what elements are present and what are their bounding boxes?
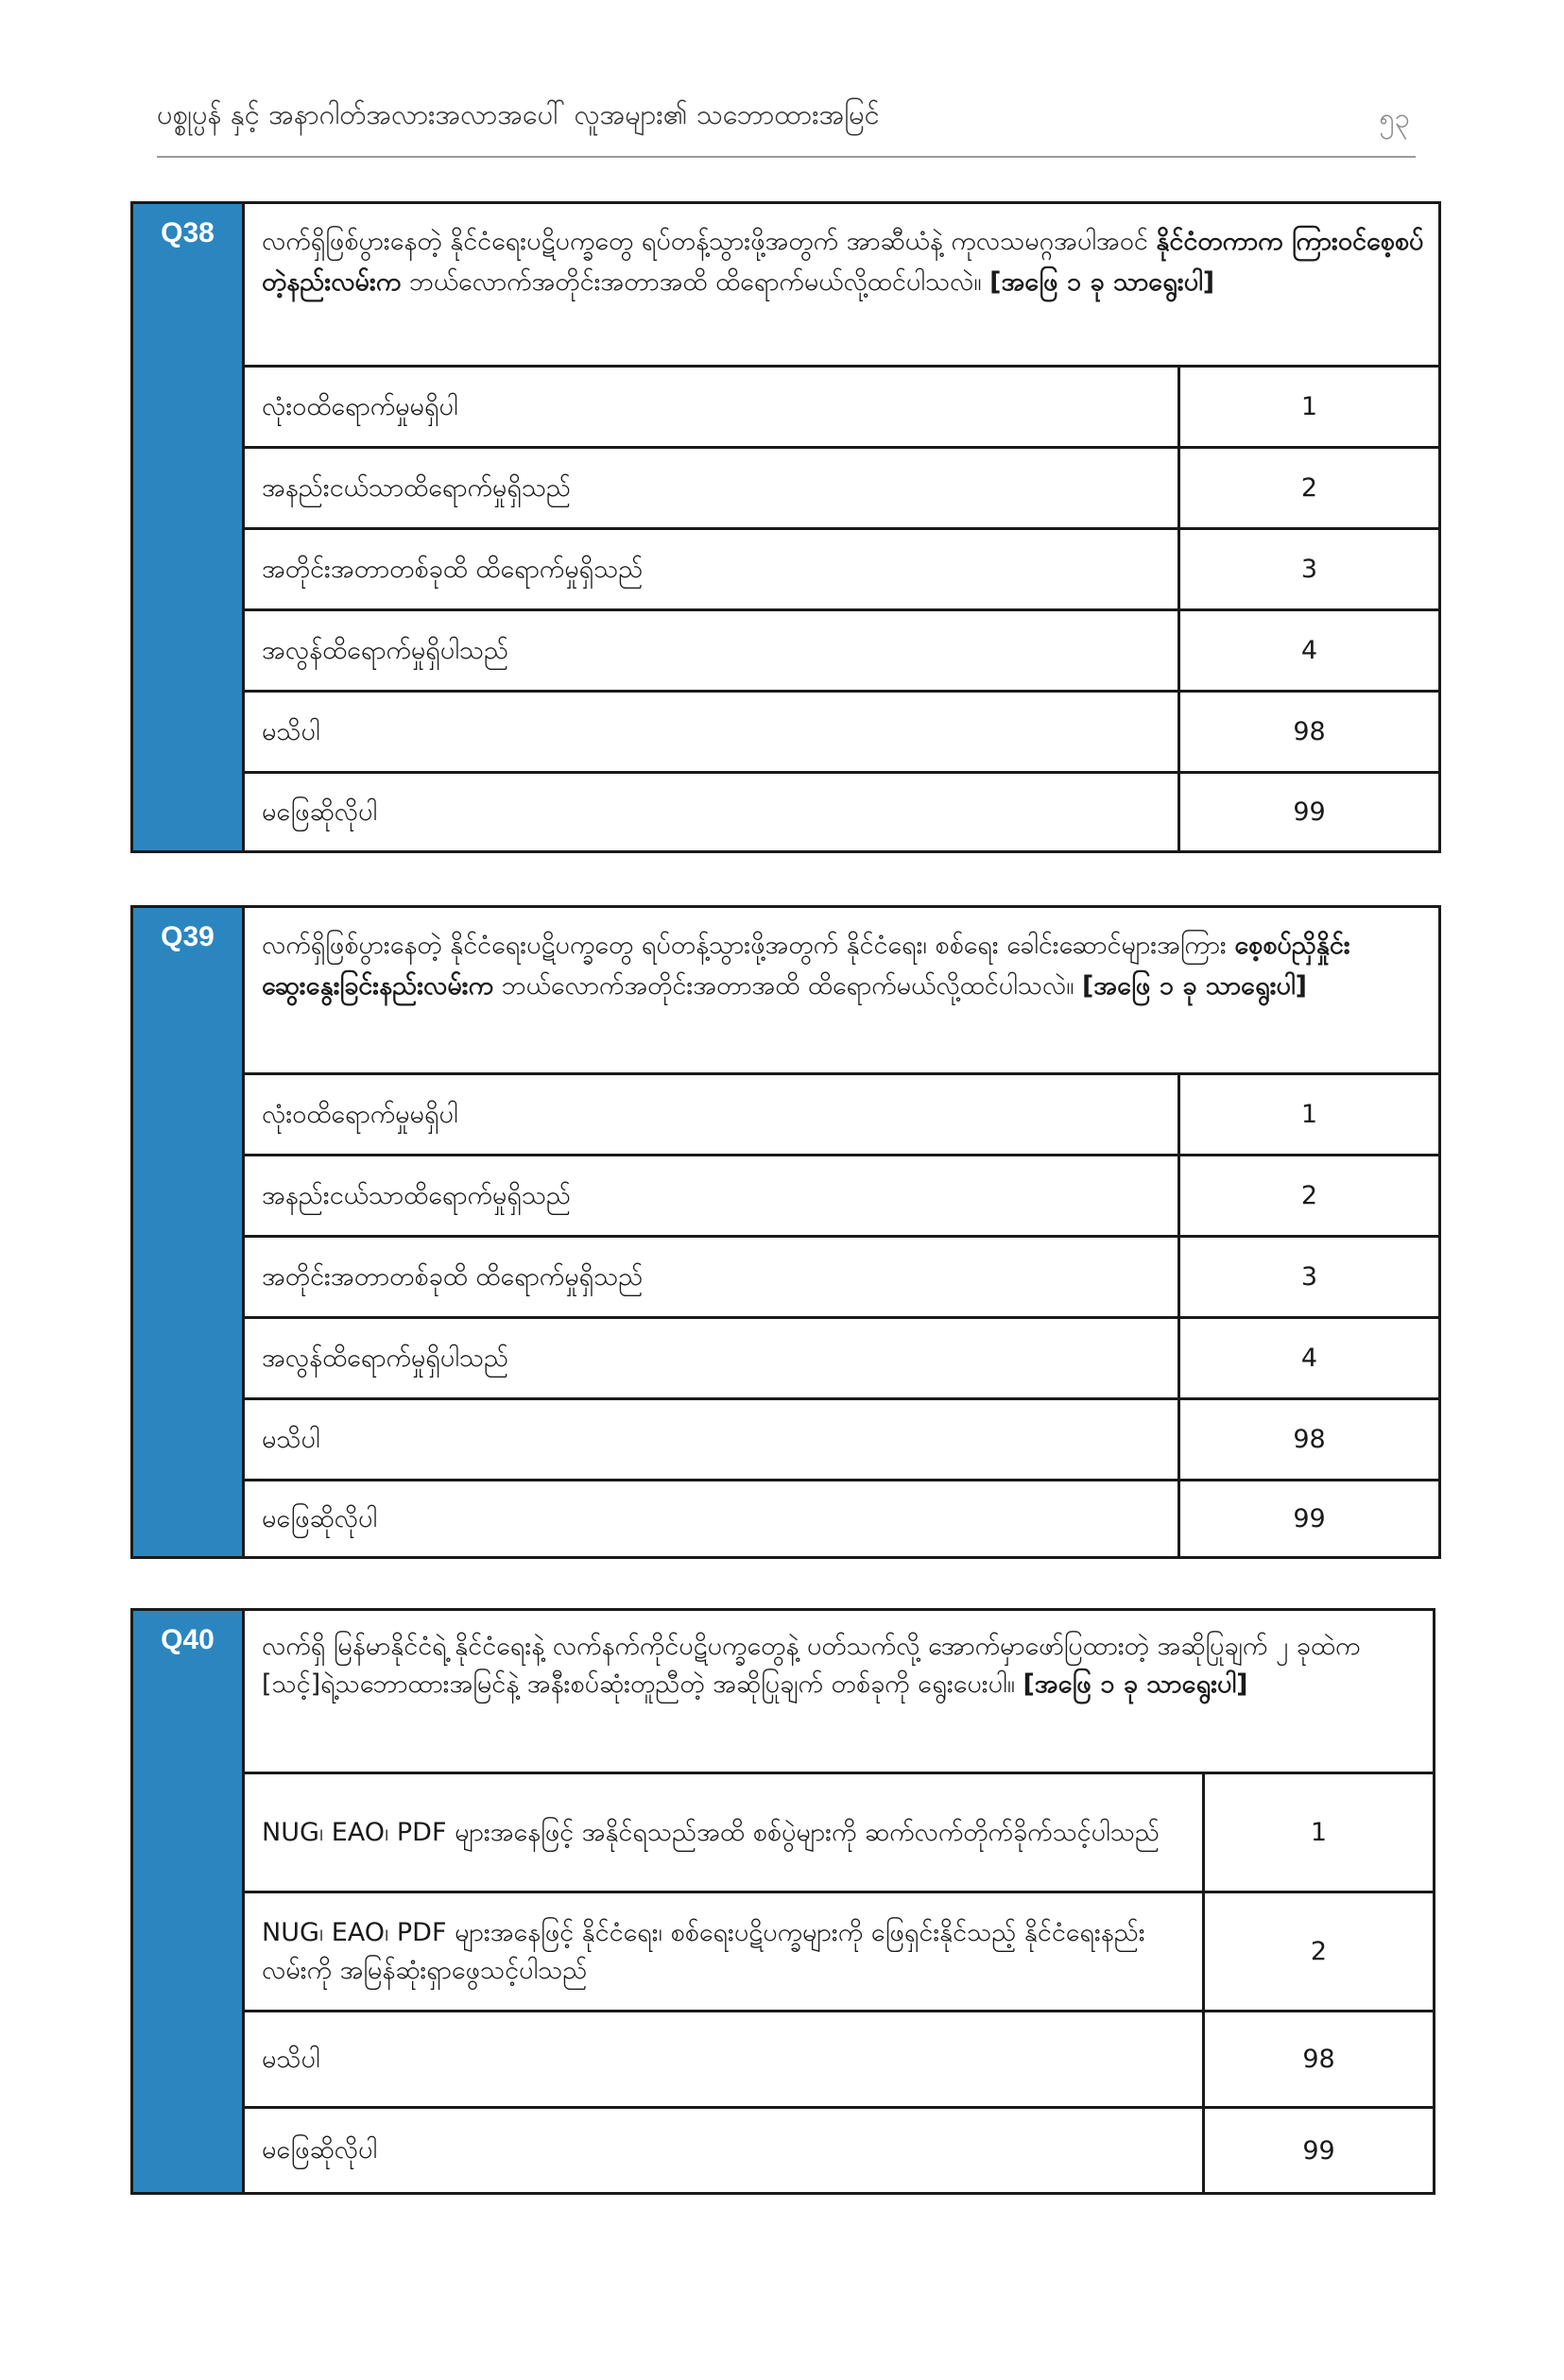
question-label-panel bbox=[133, 908, 245, 1556]
answer-option-code: 4 bbox=[1177, 1319, 1438, 1397]
answer-option-row[interactable] bbox=[245, 1772, 1433, 1891]
answer-option-row[interactable] bbox=[245, 1397, 1438, 1479]
answer-option-label: အနည်းငယ်သာထိရောက်မှုရှိသည် bbox=[262, 1180, 572, 1210]
answer-option-code: 2 bbox=[1177, 1156, 1438, 1235]
answer-option-code: 98 bbox=[1177, 693, 1438, 771]
answer-option-row[interactable] bbox=[245, 1072, 1438, 1154]
question-label-panel bbox=[133, 1611, 245, 2192]
question-content bbox=[245, 1611, 1433, 2192]
question-content bbox=[245, 204, 1438, 850]
answer-option-label: အလွန်ထိရောက်မှုရှိပါသည် bbox=[262, 1343, 509, 1373]
question-block-q40 bbox=[130, 1608, 1435, 2195]
answer-option-row[interactable] bbox=[245, 1154, 1438, 1235]
answer-option-row[interactable] bbox=[245, 1891, 1433, 2010]
question-instruction: [အဖြေ ၁ ခု သာရွေးပါ] bbox=[1081, 971, 1307, 1001]
answer-option-code: 99 bbox=[1202, 2109, 1433, 2192]
answer-option-code: 3 bbox=[1177, 530, 1438, 608]
answer-option-code: 99 bbox=[1177, 774, 1438, 850]
question-content bbox=[245, 908, 1438, 1556]
answer-option-code: 98 bbox=[1177, 1400, 1438, 1479]
answer-option-code: 4 bbox=[1177, 611, 1438, 690]
question-text-part: လက်ရှိဖြစ်ပွားနေတဲ့ နိုင်ငံရေးပဋိပက္ခတွေ ရပ်တန့်သွားဖို့အတွက် နိုင်ငံရေး၊ စစ်ရေး ခေါင်းဆောင်များအကြား bbox=[262, 931, 1235, 960]
answer-option-code: 99 bbox=[1177, 1481, 1438, 1556]
answer-option-label: မဖြေဆိုလိုပါ bbox=[262, 1503, 378, 1533]
question-id: Q38 bbox=[161, 217, 215, 248]
question-text-part: ဘယ်လောက်အတိုင်းအတာအထိ ထိရောက်မယ်လို့ထင်ပါသလဲ။ bbox=[493, 971, 1082, 1001]
question-text bbox=[245, 908, 1438, 1072]
answer-option-row[interactable] bbox=[245, 527, 1438, 608]
answer-option-row[interactable] bbox=[245, 365, 1438, 446]
answer-option-label: မဖြေဆိုလိုပါ bbox=[262, 796, 378, 827]
answer-option-label: အတိုင်းအတာတစ်ခုထိ ထိရောက်မှုရှိသည် bbox=[262, 1261, 644, 1292]
question-id: Q40 bbox=[161, 1624, 215, 1655]
page-number: ၅၃ bbox=[1379, 102, 1410, 134]
question-instruction: [အဖြေ ၁ ခု သာရွေးပါ] bbox=[1023, 1669, 1248, 1699]
question-text bbox=[245, 204, 1438, 365]
answer-option-code: 1 bbox=[1177, 368, 1438, 446]
answer-option-label: မသိပါ bbox=[262, 1424, 320, 1454]
header-title: ပစ္စုပ္ပန် နှင့် အနာဂါတ်အလားအလာအပေါ် လူအများ၏ သဘောထားအမြင် bbox=[157, 98, 880, 130]
answer-option-label: အလွန်ထိရောက်မှုရှိပါသည် bbox=[262, 635, 509, 665]
question-text-part: လက်ရှိဖြစ်ပွားနေတဲ့ နိုင်ငံရေးပဋိပက္ခတွေ ရပ်တန့်သွားဖို့အတွက် အာဆီယံနဲ့ ကုလသမဂ္ဂအပါအဝင် bbox=[262, 227, 1157, 256]
answer-option-label: မသိပါ bbox=[262, 2044, 320, 2074]
answer-option-label: လုံးဝထိရောက်မှုမရှိပါ bbox=[262, 1099, 458, 1129]
answer-option-label: NUG၊ EAO၊ PDF များအနေဖြင့် အနိုင်ရသည်အထိ စစ်ပွဲများကို ဆက်လက်တိုက်ခိုက်သင့်ပါသည် bbox=[262, 1817, 1160, 1847]
question-instruction: [အဖြေ ၁ ခု သာရွေးပါ] bbox=[989, 267, 1215, 297]
answer-option-code: 1 bbox=[1177, 1075, 1438, 1154]
answer-option-row[interactable] bbox=[245, 2106, 1433, 2192]
question-text bbox=[245, 1611, 1433, 1772]
question-text-part: ဘယ်လောက်အတိုင်းအတာအထိ ထိရောက်မယ်လို့ထင်ပါသလဲ။ bbox=[401, 267, 990, 297]
question-block-q38 bbox=[130, 201, 1441, 853]
question-text-emphasis: စေ့စပ်ညှိနှိုင်းဆွေးနွေးခြင်းနည်းလမ်းက bbox=[262, 931, 1350, 1001]
answer-option-label: အနည်းငယ်သာထိရောက်မှုရှိသည် bbox=[262, 472, 572, 503]
question-text-emphasis: နိုင်ငံတကာက ကြားဝင်စေ့စပ်တဲ့နည်းလမ်းက bbox=[262, 227, 1424, 297]
question-id: Q39 bbox=[161, 921, 215, 952]
answer-option-row[interactable] bbox=[245, 1235, 1438, 1316]
answer-option-row[interactable] bbox=[245, 608, 1438, 690]
answer-option-label: မသိပါ bbox=[262, 716, 320, 746]
answer-option-label: လုံးဝထိရောက်မှုမရှိပါ bbox=[262, 391, 458, 421]
answer-option-code: 1 bbox=[1202, 1774, 1433, 1891]
answer-option-label: မဖြေဆိုလိုပါ bbox=[262, 2135, 378, 2165]
answer-option-code: 3 bbox=[1177, 1238, 1438, 1316]
answer-option-code: 98 bbox=[1202, 2012, 1433, 2106]
answer-option-row[interactable] bbox=[245, 771, 1438, 850]
answer-option-row[interactable] bbox=[245, 446, 1438, 527]
question-label-panel bbox=[133, 204, 245, 850]
question-block-q39 bbox=[130, 905, 1441, 1559]
answer-option-row[interactable] bbox=[245, 2010, 1433, 2106]
answer-option-row[interactable] bbox=[245, 1316, 1438, 1397]
page-header bbox=[157, 90, 1416, 158]
answer-option-row[interactable] bbox=[245, 1479, 1438, 1556]
answer-option-label: NUG၊ EAO၊ PDF များအနေဖြင့် နိုင်ငံရေး၊ စစ်ရေးပဋိပက္ခများကို ဖြေရှင်းနိုင်သည့် နိုင်ငံရေးနည်းလမ်းကို အမြန်ဆုံးရှာဖွေသင့်ပါသည် bbox=[262, 1917, 1145, 1985]
answer-option-code: 2 bbox=[1177, 449, 1438, 527]
answer-option-row[interactable] bbox=[245, 690, 1438, 771]
answer-option-label: အတိုင်းအတာတစ်ခုထိ ထိရောက်မှုရှိသည် bbox=[262, 554, 644, 584]
answer-option-code: 2 bbox=[1202, 1893, 1433, 2010]
question-text-part: လက်ရှိ မြန်မာနိုင်ငံရဲ့ နိုင်ငံရေးနဲ့ လက်နက်ကိုင်ပဋိပက္ခတွေနဲ့ ပတ်သက်လို့ အောက်မှာဖော်ပြထားတဲ့ အဆိုပြုချက် ၂ ခုထဲက [သင့်]ရဲ့သဘောထားအမြင်နဲ့ အနီးစပ်ဆုံးတူညီတဲ့ အဆိုပြုချက် တစ်ခုကို ရွေးပေးပါ။ bbox=[262, 1632, 1361, 1699]
